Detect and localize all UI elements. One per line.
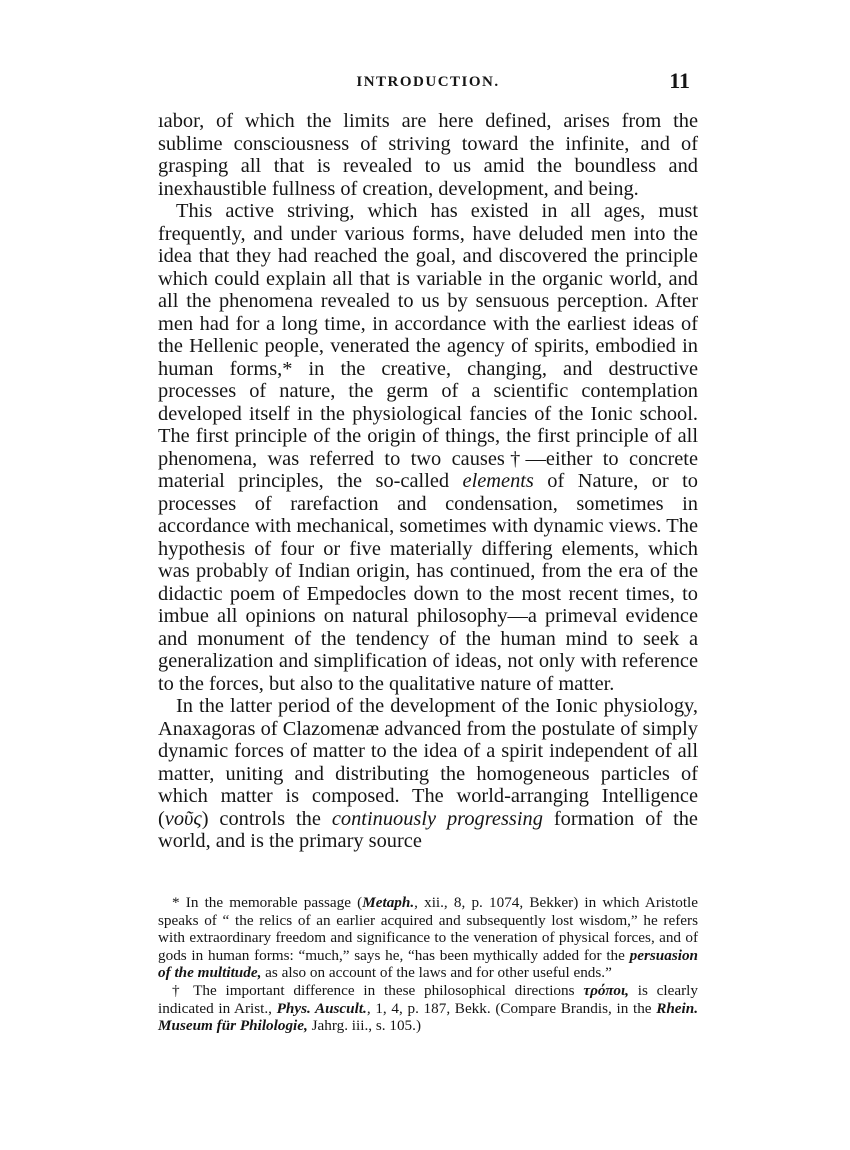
footnote-2-emphasis-1: Phys. Auscult. bbox=[276, 999, 367, 1017]
footnote-2-text-d: Jahrg. iii., s. 105.) bbox=[307, 1017, 421, 1035]
page-number: 11 bbox=[669, 68, 690, 93]
paragraph-3-greek: νοῦς bbox=[164, 807, 202, 830]
footnote-2-text-b: is clearly indicated in Arist., bbox=[158, 981, 698, 1017]
page-header bbox=[158, 68, 698, 98]
footnote-1-emphasis-2: persuasion of the multitude, bbox=[158, 946, 698, 982]
paragraph-3 bbox=[158, 695, 698, 853]
paragraph-2 bbox=[158, 200, 698, 695]
paragraph-2-text-a: This active striving, which has existed in all ages, must frequently, and under various forms, have deluded men into the idea that they had reached the goal, and discovered the principle which could explain all that is variable in the organic world, and all the phenomena revealed to us by sensuous perception. After men had for a long time, in accordance with the earliest ideas of the Hellenic people, venerated the agency of spirits, embodied in human forms,* in the creative, changing, and destructive processes of nature, the germ of a scientific contemplation developed itself in the physiological fancies of the Ionic school. The first principle of the origin of things, the first principle of all phenomena, was referred to two causes†—either to concrete material principles, the so-called bbox=[158, 200, 698, 492]
paragraph-2-emphasis: elements bbox=[462, 470, 534, 492]
footnote-1-emphasis-1: Metaph. bbox=[362, 894, 415, 911]
paragraph-3-text-c: formation of the world, and is the primary source bbox=[158, 807, 698, 852]
paragraph-1 bbox=[158, 110, 698, 200]
footnote-1 bbox=[158, 894, 698, 982]
footnote-2-emphasis-2: Rhein. Museum für Philologie, bbox=[158, 999, 698, 1035]
footnote-1-text-b: , xii., 8, p. 1074, Bekker) in which Aristotle speaks of “ the relics of an earlier acquired and subsequently lost wisdom,” he refers with extraordinary freedom and significance to the veneration of physical forces, and of gods in human forms: “much,” says he, “has been mythically added for the bbox=[158, 894, 698, 964]
footnote-1-text-c: as also on account of the laws and for other useful ends.” bbox=[261, 964, 612, 982]
paragraph-2-text-b: of Nature, or to processes of rarefaction and condensation, sometimes in accordance with mechanical, sometimes with dynamic views. The hypothesis of four or five materially differing elements, which was probably of Indian origin, has continued, from the era of the didactic poem of Empedocles down to the most recent times, to imbue all opinions on natural philosophy—a primeval evidence and monument of the tendency of the human mind to seek a generalization and simplification of ideas, not only with reference to the forces, but also to the qualitative nature of matter. bbox=[158, 470, 698, 695]
running-title: INTRODUCTION. bbox=[356, 74, 500, 90]
footnote-1-text-a: * In the memorable passage ( bbox=[172, 894, 363, 911]
footnote-2 bbox=[158, 982, 698, 1035]
footnote-2-greek: τρόποι, bbox=[583, 981, 629, 999]
paragraph-1-text: ıabor, of which the limits are here defined, arises from the sublime consciousness of striving toward the infinite, and of grasping all that is revealed to us amid the boundless and inexhaustible fullness of creation, development, and being. bbox=[158, 110, 698, 200]
footnote-2-text-c: , 1, 4, p. 187, Bekk. (Compare Brandis, in the bbox=[366, 999, 657, 1017]
footnotes bbox=[158, 894, 698, 1035]
body-text bbox=[158, 110, 698, 853]
paragraph-3-text-a: In the latter period of the development of the Ionic physiology, Anaxagoras of Clazomenæ advanced from the postulate of simply dynamic forces of matter to the idea of a spirit independent of all matter, uniting and distributing the homogeneous particles of which matter is composed. The world-arranging Intelligence ( bbox=[158, 695, 698, 830]
footnote-2-text-a: † The important difference in these philosophical directions bbox=[172, 981, 584, 999]
paragraph-3-emphasis: continuously progressing bbox=[331, 807, 543, 830]
paragraph-3-text-b: ) controls the bbox=[201, 807, 332, 830]
